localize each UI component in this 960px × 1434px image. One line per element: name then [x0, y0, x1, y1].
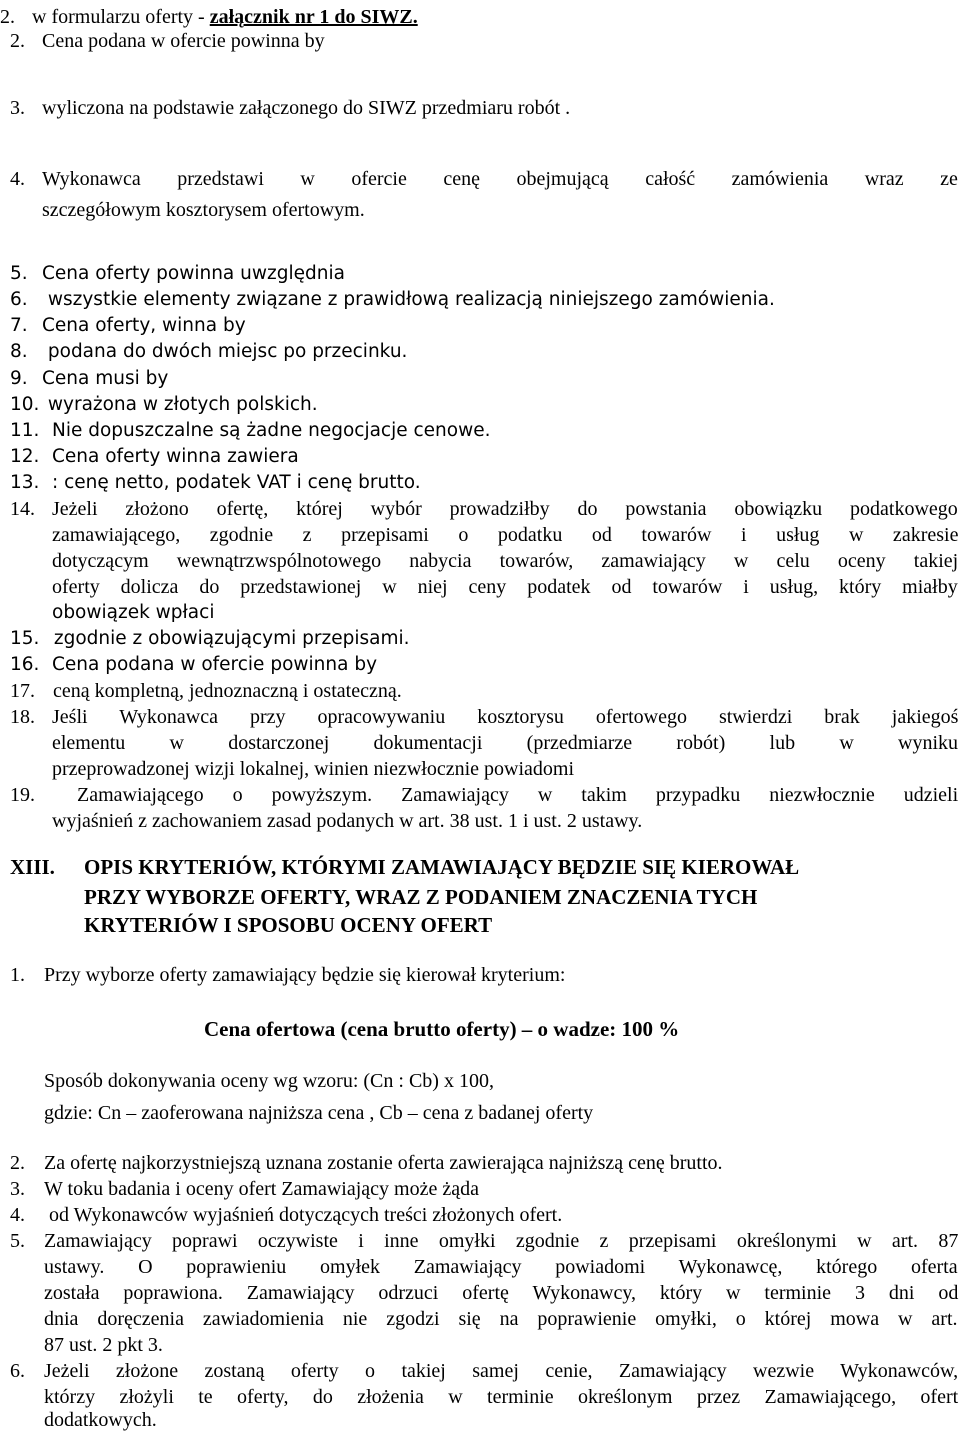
item-text: zgodnie z obowiązującymi przepisami.	[48, 628, 410, 649]
item-number: 11.	[10, 420, 40, 441]
item-text-continuation: została poprawiona. Zamawiający odrzuci ofertę Wykonawcy, który w terminie 3 dni od	[44, 1282, 959, 1304]
word: ze	[940, 168, 958, 190]
item-number: 15.	[10, 628, 40, 649]
item-number: 12.	[10, 446, 40, 467]
word: obejmującą	[516, 168, 609, 190]
item-number: 3.	[10, 1178, 25, 1200]
item-text: Nie dopuszczalne są żadne negocjacje cenowe.	[52, 420, 491, 441]
item-number: 7.	[10, 315, 28, 336]
item-text-continuation: dnia doręczenia zawiadomienia nie zgodzi się na poprawienie omyłki, o której mowa w art.	[44, 1308, 958, 1330]
item-text: Cena podana w ofercie powinna by	[52, 654, 378, 675]
item-number: 5.	[10, 263, 28, 284]
section-heading-line: KRYTERIÓW I SPOSOBU OCENY OFERT	[84, 913, 493, 937]
word: Wykonawca	[42, 168, 141, 190]
item-text-continuation: dotyczącym wewnątrzwspólnotowego nabycia towarów, zamawiający w celu oceny takiej	[52, 550, 959, 572]
item-number: 4.	[10, 1204, 25, 1226]
section-heading-line: OPIS KRYTERIÓW, KTÓRYMI ZAMAWIAJĄCY BĘDZIE SIĘ KIEROWAŁ	[84, 855, 800, 879]
formula-text: Sposób dokonywania oceny wg wzoru: (Cn : Cb) x 100,	[44, 1070, 494, 1092]
item-number: 10.	[10, 394, 40, 415]
formula-legend: gdzie: Cn – zaoferowana najniższa cena , Cb – cena z badanej oferty	[44, 1102, 594, 1124]
item-text-continuation: elementu w dostarczonej dokumentacji (przedmiarze robót) lub w wyniku	[52, 732, 959, 754]
item-text-continuation: ustawy. O poprawieniu omyłek Zamawiający powiadomi Wykonawcę, którego oferta	[44, 1256, 958, 1278]
item-text: Przy wyborze oferty zamawiający będzie się kierował kryterium:	[44, 964, 566, 986]
item-text: Zamawiającego o powyższym. Zamawiający w takim przypadku niezwłocznie udzieli	[48, 784, 959, 806]
item-number: 17.	[10, 680, 35, 702]
item-text: wyliczona na podstawie załączonego do SIWZ przedmiaru robót .	[42, 97, 571, 119]
item-text-continuation: przeprowadzonej wizji lokalnej, winien niezwłocznie powiadomi	[52, 758, 575, 780]
item-text-continuation: wyjaśnień z zachowaniem zasad podanych w art. 38 ust. 1 i ust. 2 ustawy.	[52, 810, 643, 832]
item-number: 2.	[0, 6, 15, 28]
item-number: 13.	[10, 472, 40, 493]
item-number: 8.	[10, 341, 28, 362]
item-text: Za ofertę najkorzystniejszą uznana zostanie oferta zawierająca najniższą cenę brutto.	[44, 1152, 723, 1174]
item-text: Cena musi by	[42, 368, 169, 389]
item-text-prefix: w formularzu oferty -	[32, 6, 210, 28]
item-text	[32, 5, 418, 29]
word: zamówienia	[731, 168, 829, 190]
item-text: ceną kompletną, jednoznaczną i ostateczną.	[48, 680, 402, 702]
item-number: 3.	[10, 97, 25, 119]
item-text: Cena oferty, winna by	[42, 315, 246, 336]
item-text: W toku badania i oceny ofert Zamawiający może żąda	[44, 1178, 479, 1200]
item-text-continuation: szczegółowym kosztorysem ofertowym.	[42, 199, 365, 221]
item-number: 2.	[10, 1152, 25, 1174]
item-number: 14.	[10, 498, 35, 520]
word: przedstawi	[177, 168, 264, 190]
item-number: 19.	[10, 784, 35, 806]
item-text: Jeżeli złożono ofertę, której wybór prowadziłby do powstania obowiązku podatkowego	[52, 498, 958, 520]
item-text-continuation: dodatkowych.	[44, 1409, 157, 1431]
item-text-justified	[42, 167, 958, 191]
word: w	[300, 168, 315, 190]
item-text: wszystkie elementy związane z prawidłową realizacją niniejszego zamówienia.	[42, 289, 775, 310]
item-text: od Wykonawców wyjaśnień dotyczących treści złożonych ofert.	[44, 1204, 563, 1226]
item-number: 9.	[10, 368, 28, 389]
criterion-title: Cena ofertowa (cena brutto oferty) – o wadze: 100 %	[204, 1017, 680, 1041]
word: cenę	[443, 168, 480, 190]
word: całość	[645, 168, 696, 190]
item-number: 6.	[10, 1360, 25, 1382]
item-text-continuation: oferty dolicza do przedstawionej w niej ceny podatek od towarów i usług, który miałby	[52, 576, 958, 598]
item-text-continuation: 87 ust. 2 pkt 3.	[44, 1334, 163, 1356]
item-text-continuation: obowiązek wpłaci	[52, 602, 215, 623]
item-number: 5.	[10, 1230, 25, 1252]
item-number: 6.	[10, 289, 28, 310]
item-number: 1.	[10, 964, 25, 986]
item-text: Cena oferty powinna uwzględnia	[42, 263, 345, 284]
item-text: : cenę netto, podatek VAT i cenę brutto.	[52, 472, 421, 493]
item-text: Cena podana w ofercie powinna by	[42, 30, 325, 52]
item-number: 4.	[10, 168, 25, 190]
word: wraz	[864, 168, 904, 190]
item-number: 18.	[10, 706, 35, 728]
item-text: wyrażona w złotych polskich.	[42, 394, 318, 415]
item-text: Zamawiający poprawi oczywiste i inne omyłki zgodnie z przepisami określonymi w art. 87	[44, 1230, 959, 1252]
item-text-continuation: zamawiającego, zgodnie z przepisami o podatku od towarów i usług w zakresie	[52, 524, 959, 546]
attachment-link[interactable]: załącznik nr 1 do SIWZ.	[209, 6, 418, 28]
item-text: Jeśli Wykonawca przy opracowywaniu kosztorysu ofertowego stwierdzi brak jakiegoś	[52, 706, 959, 728]
item-number: 16.	[10, 654, 40, 675]
word: ofercie	[351, 168, 407, 190]
section-heading-line: PRZY WYBORZE OFERTY, WRAZ Z PODANIEM ZNACZENIA TYCH	[84, 885, 758, 909]
section-number: XIII.	[10, 855, 55, 879]
item-text: Jeżeli złożone zostaną oferty o takiej samej cenie, Zamawiający wezwie Wykonawców,	[44, 1360, 959, 1382]
item-text: Cena oferty winna zawiera	[52, 446, 299, 467]
item-number: 2.	[10, 30, 25, 52]
item-text-continuation: którzy złożyli te oferty, do złożenia w terminie określonym przez Zamawiającego, ofert	[44, 1386, 959, 1408]
item-text: podana do dwóch miejsc po przecinku.	[42, 341, 408, 362]
